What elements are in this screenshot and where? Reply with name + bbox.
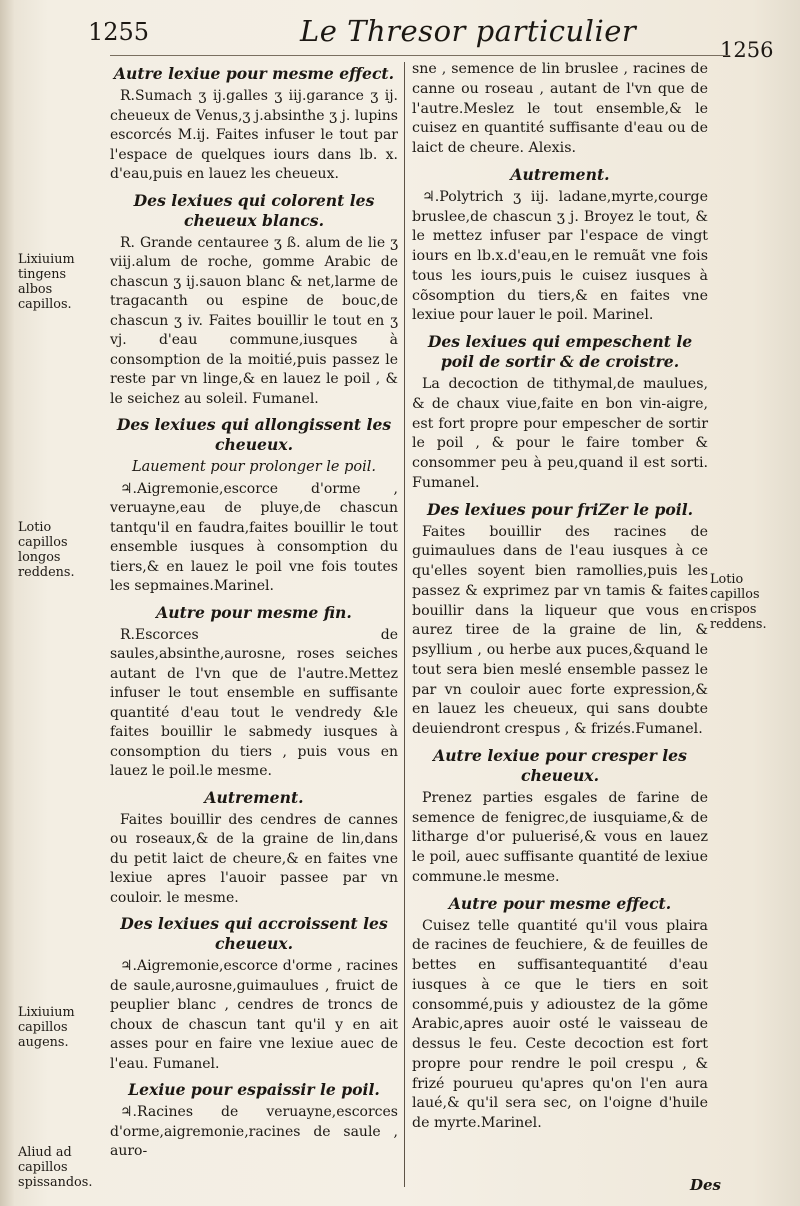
margin-note-lixiuium-augens: Lixiuium capillos augens. [18,1005,75,1050]
recipe-paragraph: R.Sumach ʒ ij.galles ʒ iij.garance ʒ ij. cheueux de Venus,ʒ j.absinthe ʒ j. lupins escorcés M.ij. Faites infuser le tout par l'espace de quelques iours dans lb. x. d'eau,puis en lauez les cheueux. [110,88,398,182]
section-heading: Des lexiues qui accroissent les cheueux. [120,914,388,953]
section-subheading: Lauement pour prolonger le poil. [132,459,376,475]
recipe-paragraph: ♃.Polytrich ʒ iij. ladane,myrte,courge bruslee,de chascun ʒ j. Broyez le tout, & le mettez infuser par l'espace de vingt iours en lb.x.d'eau,en le remuãt vne fois tous les iours,puis le cuisez iusques à cõsomption du tiers,& en faites vne lexiue pour lauer le poil. Marinel. [412,188,708,324]
right-column [412,60,708,1140]
section-heading: Autrement. [510,164,610,184]
catchword: Des [690,1176,721,1194]
recipe-paragraph: R. Grande centauree ʒ ß. alum de lie ʒ viij.alum de roche, gomme Arabic de chascun ʒ ij.sauon blanc & net,larme de tragacanth ou espine de bouc,de chascun ʒ iv. Faites bouillir le tout en ʒ vj. d'eau commune,iusques à consomption de la moitié,puis passez le reste par vn linge,& en lauez le poil , & le seichez au soleil. Fumanel. [110,234,398,407]
header-rule [110,55,730,56]
page-number-right: 1256 [720,38,774,62]
left-column [110,60,398,1168]
margin-note-lotio-crispos: Lotio capillos crispos reddens. [710,572,767,632]
recipe-paragraph: La decoction de tithymal,de maulues, & de chaux viue,faite en bon vin-aigre, est fort propre pour empescher de sortir le poil , & pour le faire tomber & consommer peu à peu,quand il est sorti. Fumanel. [412,376,708,491]
section-heading: Autrement. [204,787,304,807]
recipe-paragraph: ♃.Racines de veruayne,escorces d'orme,aigremonie,racines de saule , auro- [110,1104,398,1159]
page-number-left: 1255 [88,18,150,46]
recipe-paragraph: Faites bouillir des racines de guimaulues dans de l'eau iusques à ce qu'elles soyent bien ramollies,puis les passez & exprimez par vn tamis & faites bouillir dans la liqueur que vous en aurez tiree de la graine de lin, & psyllium , ou herbe aux puces,&quand le tout sera bien meslé ensemble passez le par vn couloir auec forte expression,& en lauez les cheueux, qui sans doubte deuiendront crespus , & frizés.Fumanel. [412,523,708,737]
recipe-paragraph: sne , semence de lin bruslee , racines de canne ou roseau , autant de l'vn que de l'autre.Meslez le tout ensemble,& le cuisez en quantité suffisante d'eau ou de laict de cheure. Alexis. [412,61,708,156]
margin-note-lixiuium-tingens: Lixiuium tingens albos capillos. [18,252,75,312]
recipe-paragraph: ♃.Aigremonie,escorce d'orme , racines de saule,aurosne,guimaulues , fruict de peuplier blanc , cendres de troncs de choux de chascun tant qu'il y en ait asses pour en faire vne lexiue auec de l'eau. Fumanel. [110,958,398,1072]
recipe-paragraph: R.Escorces de saules,absinthe,aurosne, roses seiches autant de l'vn que de l'autre.Mettez infuser le tout ensemble en suffisante quantité d'eau tout le vendredy &le faites bouillir le sabmedy iusques à consomption du tiers , puis vous en lauez le poil.le mesme. [110,626,398,779]
section-heading: Autre lexiue pour cresper les cheueux. [433,745,687,785]
margin-note-aliud-spissandos: Aliud ad capillos spissandos. [18,1145,93,1190]
section-heading: Des lexiues qui colorent les cheueux blancs. [133,190,375,230]
section-heading: Des lexiues pour friZer le poil. [426,499,694,519]
section-heading: Lexiue pour espaissir le poil. [128,1080,380,1099]
recipe-paragraph: Cuisez telle quantité qu'il vous plaira de racines de feuchiere, & de feuilles de bettes en suffisantequantité d'eau iusques à ce que le tiers en soit consommé,puis y adioustez de la gõme Arabic,apres auoir osté le vaisseau de dessus le feu. Ceste decoction est fort propre pour rendre le poil crespu , & frizé pourueu qu'apres qu'on l'en aura laué,& qu'il sera sec, on l'oigne d'huile de myrte.Marinel. [412,917,708,1131]
section-heading: Autre lexiue pour mesme effect. [113,64,395,83]
page-gutter-shadow [0,0,14,1206]
recipe-paragraph: ♃.Aigremonie,escorce d'orme , veruayne,eau de pluye,de chascun tantqu'il en faudra,faites bouillir le tout ensemble iusques à consomption du tiers,& en lauez le poil vne fois toutes les sepmaines.Marinel. [110,480,398,594]
recipe-paragraph: Faites bouillir des cendres de cannes ou roseaux,& de la graine de lin,dans du petit laict de cheure,& en faites vne lexiue apres l'auoir passee par vn couloir. le mesme. [110,811,398,906]
section-heading: Autre pour mesme effect. [448,893,672,913]
section-heading: Des lexiues qui empeschent le poil de sortir & de croistre. [427,332,693,371]
column-divider [404,62,405,1187]
margin-note-lotio-longos: Lotio capillos longos reddens. [18,520,75,580]
section-heading: Des lexiues qui allongissent les cheueux. [116,415,392,454]
section-heading: Autre pour mesme fin. [156,602,352,622]
recipe-paragraph: Prenez parties esgales de farine de semence de fenigrec,de iusquiame,& de litharge d'or puluerisé,& vous en lauez le poil, auec suffisante quantité de lexiue commune.le mesme. [412,789,708,885]
running-title: Le Thresor particulier [300,14,637,48]
